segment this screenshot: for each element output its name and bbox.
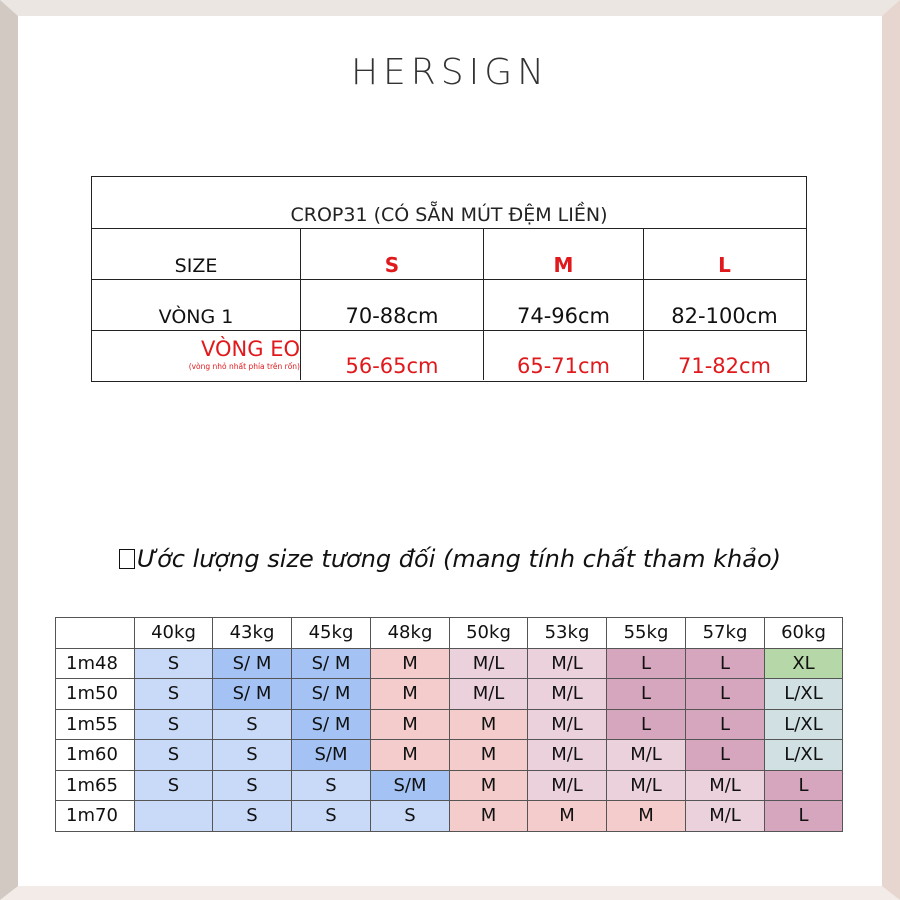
grid-corner-cell [56, 618, 135, 649]
size-cell [135, 801, 213, 832]
bust-s-cell [301, 279, 484, 330]
size-cell: L [607, 709, 686, 740]
bust-m-cell [484, 279, 644, 330]
weight-header-cell: 43kg [213, 618, 292, 649]
size-cell: M/L [686, 801, 765, 832]
grid-row [56, 770, 843, 801]
size-cell: M/L [528, 709, 607, 740]
size-header-s-cell [301, 229, 484, 279]
waist-l-value: 71-82cm [677, 354, 772, 378]
waist-l-cell [644, 330, 805, 380]
weight-header-cell: 40kg [135, 618, 213, 649]
weight-header-cell: 45kg [292, 618, 371, 649]
weight-header-cell: 60kg [765, 618, 843, 649]
size-cell: L [686, 709, 765, 740]
weight-header-cell: 53kg [528, 618, 607, 649]
weight-header-cell: 48kg [371, 618, 450, 649]
size-cell: S [371, 801, 450, 832]
size-cell: L/XL [765, 679, 843, 710]
grid-row [56, 679, 843, 710]
size-cell: M [528, 801, 607, 832]
waist-m-value: 65-71cm [516, 354, 611, 378]
grid-row [56, 740, 843, 771]
waist-s-value: 56-65cm [345, 354, 439, 378]
size-cell: M [450, 770, 528, 801]
size-cell: XL [765, 648, 843, 679]
waist-row [92, 330, 806, 380]
estimate-title-text: Ước lượng size tương đối (mang tính chất tham khảo) [136, 545, 782, 573]
grid-row [56, 709, 843, 740]
size-cell: L [686, 740, 765, 771]
size-cell: S [292, 801, 371, 832]
brand-logo: HERSIGN [350, 52, 550, 93]
waist-note: (vòng nhỏ nhất phía trên rốn) [188, 362, 300, 371]
weight-header-cell: 55kg [607, 618, 686, 649]
size-cell: L [686, 648, 765, 679]
size-cell: L [607, 679, 686, 710]
grid-row [56, 801, 843, 832]
bust-label-cell [92, 279, 301, 330]
height-label-cell: 1m65 [56, 770, 135, 801]
size-header-label-cell [92, 229, 301, 279]
size-cell: M [450, 801, 528, 832]
waist-label-cell [92, 330, 301, 380]
waist-m-cell [484, 330, 644, 380]
grid-row [56, 648, 843, 679]
size-cell: L/XL [765, 709, 843, 740]
size-cell: M/L [686, 770, 765, 801]
size-cell: M/L [450, 648, 528, 679]
height-label-cell: 1m50 [56, 679, 135, 710]
size-cell: S [213, 770, 292, 801]
size-cell: S/M [371, 770, 450, 801]
size-cell: L [607, 648, 686, 679]
size-cell: S [135, 709, 213, 740]
size-cell: M/L [528, 740, 607, 771]
grid-header-row [56, 618, 843, 649]
height-label-cell: 1m60 [56, 740, 135, 771]
size-header-l: L [718, 253, 731, 277]
estimate-title [0, 545, 900, 573]
bust-s-value: 70-88cm [345, 304, 439, 328]
bust-l-cell [644, 279, 805, 330]
size-cell: M/L [607, 740, 686, 771]
size-cell: M [371, 679, 450, 710]
size-header-s: S [384, 253, 400, 277]
size-table [91, 176, 807, 382]
size-cell: S/ M [213, 648, 292, 679]
size-header-row [92, 229, 806, 280]
size-cell: M/L [607, 770, 686, 801]
waist-s-cell [301, 330, 484, 380]
size-table-title: CROP31 (CÓ SẴN MÚT ĐỆM LIỀN) [92, 177, 806, 229]
size-header-m: M [553, 253, 574, 277]
size-cell: M/L [528, 770, 607, 801]
size-cell: S [135, 740, 213, 771]
size-cell: L [765, 801, 843, 832]
size-cell: M/L [528, 679, 607, 710]
size-cell: L [765, 770, 843, 801]
size-header-m-cell [484, 229, 644, 279]
size-cell: L [686, 679, 765, 710]
size-cell: M [371, 648, 450, 679]
size-cell: S [135, 679, 213, 710]
size-cell: S/ M [292, 709, 371, 740]
bust-m-value: 74-96cm [516, 304, 611, 328]
size-cell: S [213, 709, 292, 740]
height-label-cell: 1m48 [56, 648, 135, 679]
size-cell: M [450, 709, 528, 740]
size-cell: M [450, 740, 528, 771]
size-cell: S/ M [292, 679, 371, 710]
height-label-cell: 1m55 [56, 709, 135, 740]
height-label-cell: 1m70 [56, 801, 135, 832]
size-cell: M [371, 709, 450, 740]
bust-l-value: 82-100cm [671, 304, 778, 328]
size-cell: S/M [292, 740, 371, 771]
waist-label: VÒNG EO [201, 337, 300, 361]
size-cell: S/ M [292, 648, 371, 679]
size-cell: L/XL [765, 740, 843, 771]
size-estimate-grid [55, 617, 843, 832]
bust-label: VÒNG 1 [158, 306, 234, 328]
size-cell: M [371, 740, 450, 771]
size-cell: S [292, 770, 371, 801]
size-cell: S [135, 648, 213, 679]
weight-header-cell: 50kg [450, 618, 528, 649]
weight-header-cell: 57kg [686, 618, 765, 649]
size-cell: M/L [450, 679, 528, 710]
size-header-l-cell [644, 229, 805, 279]
size-cell: S/ M [213, 679, 292, 710]
size-cell: M/L [528, 648, 607, 679]
size-cell: S [213, 801, 292, 832]
size-cell: M [607, 801, 686, 832]
size-cell: S [213, 740, 292, 771]
size-header-label: SIZE [174, 255, 218, 277]
size-cell: S [135, 770, 213, 801]
bust-row [92, 279, 806, 331]
checkbox-glyph-icon [119, 549, 135, 569]
